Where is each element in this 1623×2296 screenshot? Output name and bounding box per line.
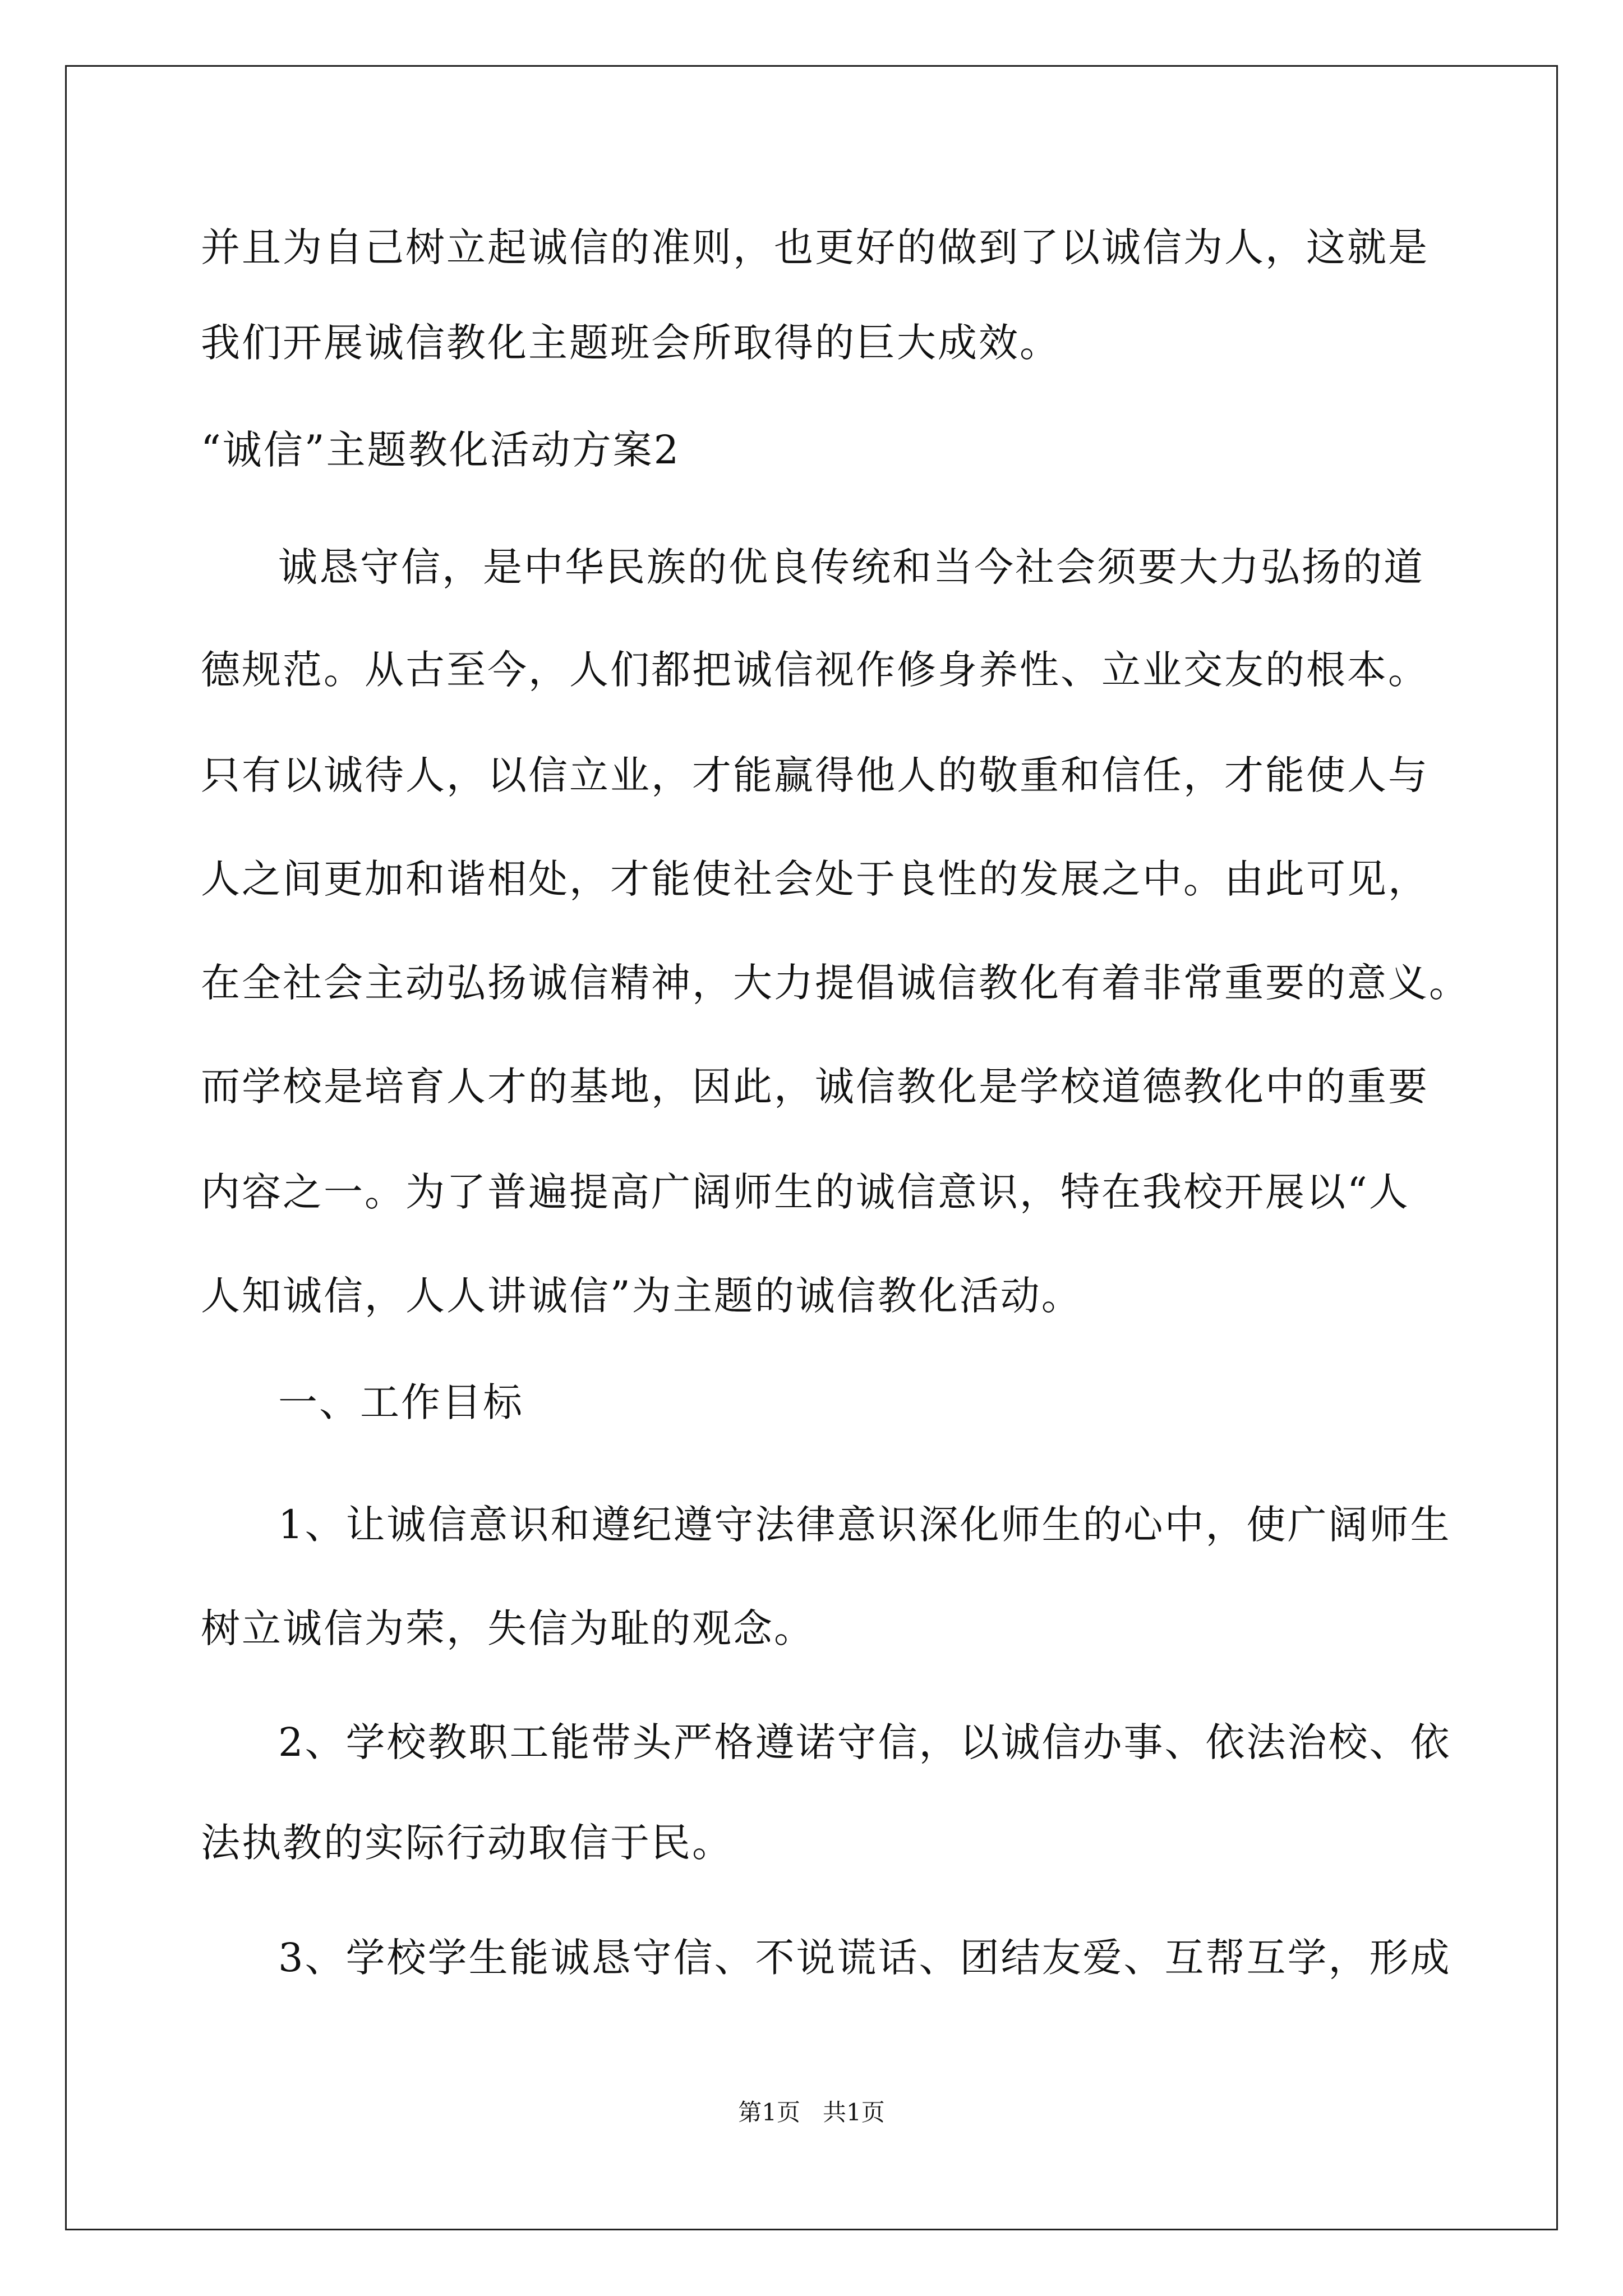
text-line: 只有以诚待人，以信立业，才能赢得他人的敬重和信任，才能使人与 bbox=[201, 752, 1429, 798]
page-footer: 第1页 共1页 bbox=[738, 2099, 885, 2126]
list-item-2-first-line: 2、学校教职工能带头严格遵诺守信，以诚信办事、依法治校、依 bbox=[278, 1719, 1451, 1765]
text-line: 法执教的实际行动取信于民。 bbox=[201, 1820, 733, 1866]
paragraph-first-line: 诚恳守信，是中华民族的优良传统和当今社会须要大力弘扬的道 bbox=[278, 544, 1424, 590]
text-line: 德规范。从古至今，人们都把诚信视作修身养性、立业交友的根本。 bbox=[201, 647, 1429, 693]
page-border bbox=[65, 65, 1558, 2230]
text-line: 并且为自己树立起诚信的准则，也更好的做到了以诚信为人，这就是 bbox=[201, 224, 1429, 270]
text-line: 在全社会主动弘扬诚信精神，大力提倡诚信教化有着非常重要的意义。 bbox=[201, 960, 1470, 1006]
text-line: 内容之一。为了普遍提高广阔师生的诚信意识，特在我校开展以“人 bbox=[201, 1169, 1410, 1215]
list-item-3-first-line: 3、学校学生能诚恳守信、不说谎话、团结友爱、互帮互学，形成 bbox=[278, 1935, 1451, 1981]
section-heading: “诚信”主题教化活动方案2 bbox=[201, 427, 681, 473]
text-line: 人知诚信，人人讲诚信”为主题的诚信教化活动。 bbox=[201, 1273, 1082, 1319]
list-item-1-first-line: 1、让诚信意识和遵纪遵守法律意识深化师生的心中，使广阔师生 bbox=[278, 1502, 1451, 1548]
text-line: 人之间更加和谐相处，才能使社会处于良性的发展之中。由此可见， bbox=[201, 856, 1429, 902]
text-line: 而学校是培育人才的基地，因此，诚信教化是学校道德教化中的重要 bbox=[201, 1064, 1429, 1110]
text-line: 我们开展诚信教化主题班会所取得的巨大成效。 bbox=[201, 320, 1061, 366]
text-line: 树立诚信为荣，失信为耻的观念。 bbox=[201, 1605, 815, 1651]
list-heading: 一、工作目标 bbox=[278, 1379, 524, 1425]
